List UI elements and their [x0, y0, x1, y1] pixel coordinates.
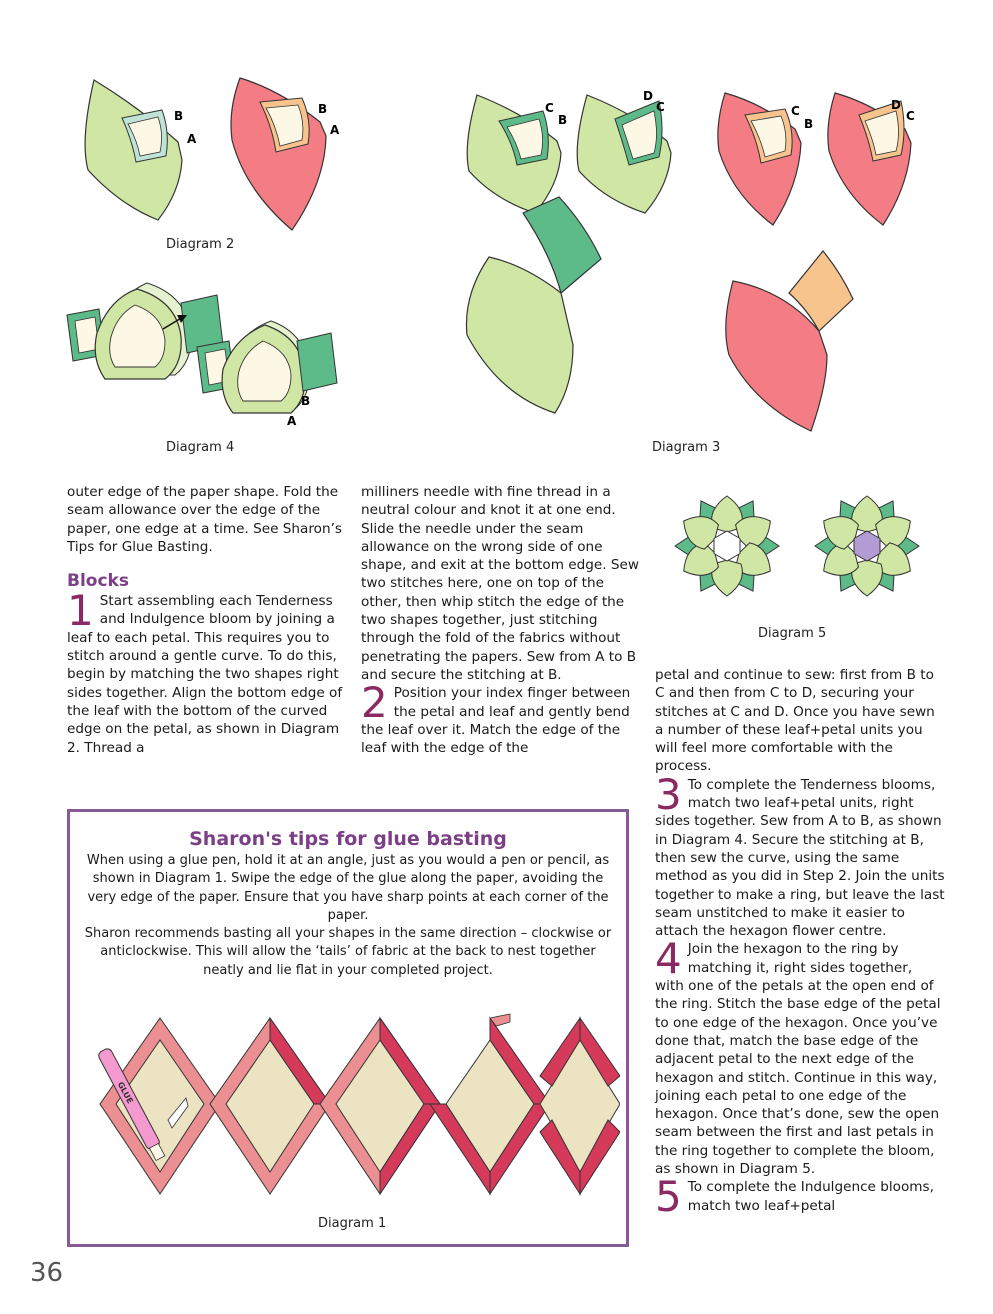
- step-3: [655, 769, 945, 941]
- step-5: [655, 1172, 945, 1222]
- joined-leaf-unit: [466, 197, 601, 413]
- step-number: 1: [67, 586, 94, 636]
- step-2: [361, 678, 641, 757]
- caption-diagram-5: Diagram 5: [758, 626, 827, 641]
- petal-unit: [718, 93, 801, 225]
- leaf-shape: [85, 80, 182, 220]
- label-b: B: [804, 117, 814, 131]
- step-text: To complete the Indulgence blooms, match two leaf+petal: [687, 1179, 934, 1214]
- text-column-2: [361, 483, 641, 757]
- diamond-step-2: [210, 1018, 330, 1194]
- diagram-3: [455, 85, 955, 435]
- step-text: Join the hexagon to the ring by matching it, right sides together, with one of the petals at the open end of the ring. Stitch the base edge of the petal to one edge of the hexagon. Once you’ve done that, match the base edge of the adjacent petal to the next edge of the hexagon and stitch. Continue in this way, joining each petal to one edge of the hexagon. Once that’s done, sew the open seam between the first and last petals in the ring together to complete the bloom, as shown in Diagram 5.: [655, 941, 941, 1178]
- step-text: Start assembling each Tenderness and Indulgence bloom by joining a leaf to each petal. This requires you to stitch around a gentle curve. To do this, begin by matching the two shapes right sides together. Align the bottom edge of the leaf with the bottom of the curved edge on the petal, as shown in Diagram 2. Thread a: [67, 593, 343, 756]
- step-4: [655, 934, 945, 1178]
- col3-intro: petal and continue to sew: first from B to C and then from C to D, securing your stitches at C and D. Once you have sewn a number of these leaf+petal units you will feel more comfortable with the process.: [655, 667, 935, 775]
- hexagon-centre: [854, 531, 880, 561]
- diagram-1: [80, 1010, 620, 1210]
- glue-pen-label: GLUE: [115, 1080, 135, 1106]
- label-b: B: [174, 109, 184, 123]
- label-c: C: [545, 101, 554, 115]
- label-b: B: [318, 102, 328, 116]
- text-column-1: [67, 483, 347, 757]
- label-a: A: [187, 132, 197, 146]
- caption-diagram-4: Diagram 4: [166, 440, 235, 455]
- page-number: 36: [30, 1258, 64, 1288]
- diagram-5: [652, 478, 952, 618]
- label-a: A: [330, 123, 340, 137]
- bloom-complete: [815, 495, 919, 597]
- tips-title: Sharon's tips for glue basting: [189, 828, 507, 850]
- diamond-step-3: [320, 1018, 440, 1194]
- glue-basting-tips-box: [67, 809, 629, 1247]
- label-c: C: [656, 100, 665, 114]
- col1-intro: outer edge of the paper shape. Fold the seam allowance over the edge of the paper, one edge at a time. See Sharon’s Tips for Glue Basting.: [67, 484, 342, 555]
- diamond-step-4: [430, 1014, 550, 1194]
- col2-intro: milliners needle with fine thread in a neutral colour and knot it at one end. Slide the needle under the seam allowance on the wrong side of one shape, and exit at the bottom edge. Sew two stitches here, one on top of the other, then whip stitch the edge of the two shapes together, just stitching through the fold of the fabrics without penetrating the papers. Sew from A to B and secure the stitching at B.: [361, 484, 639, 683]
- label-c: C: [791, 104, 800, 118]
- label-b: B: [558, 113, 568, 127]
- step-1: [67, 586, 347, 757]
- label-a: A: [287, 414, 297, 428]
- label-d: D: [891, 98, 901, 112]
- label-b: B: [301, 394, 311, 408]
- step-number: 2: [361, 678, 388, 728]
- text-column-3: [655, 666, 945, 1222]
- step-text: Position your index finger between the petal and leaf and gently bend the leaf over it. Match the edge of the leaf with the edge of the: [361, 685, 631, 757]
- tips-para-2: Sharon recommends basting all your shapes in the same direction – clockwise or anticlockwise. This will allow the ‘tails’ of fabric at the back to nest together neatly and lie flat in your completed project.: [84, 926, 612, 978]
- label-c: C: [906, 109, 915, 123]
- step-number: 4: [655, 934, 682, 984]
- diamond-with-glue-pen: [97, 1018, 220, 1194]
- diagram-2: [70, 70, 360, 240]
- step-number: 3: [655, 769, 682, 819]
- diamond-step-5: [540, 1018, 620, 1194]
- tips-para-1: When using a glue pen, hold it at an angle, just as you would a pen or pencil, as shown in Diagram 1. Swipe the edge of the glue along the paper, avoiding the very edge of the paper. Ensure that you have sharp points at each corner of the paper.: [86, 853, 610, 923]
- label-d: D: [643, 89, 653, 103]
- bloom-open: [675, 495, 779, 597]
- blocks-heading: Blocks: [67, 571, 129, 592]
- caption-diagram-1: Diagram 1: [318, 1216, 387, 1231]
- caption-diagram-2: Diagram 2: [166, 237, 235, 252]
- caption-diagram-3: Diagram 3: [652, 440, 721, 455]
- petal-shape: [231, 78, 326, 230]
- petal-unit: [828, 93, 911, 225]
- joined-petal-unit: [726, 251, 853, 431]
- diagram-4: [65, 275, 365, 435]
- step-text: To complete the Tenderness blooms, match two leaf+petal units, right sides together. Sew from A to B, as shown in Diagram 4. Secure the stitching at B, then sew the curve, using the same method as you did in Step 2. Join the units together to make a ring, but leave the last seam unstitched to make it easier to attach the hexagon flower centre.: [655, 776, 945, 940]
- step-number: 5: [655, 1172, 682, 1222]
